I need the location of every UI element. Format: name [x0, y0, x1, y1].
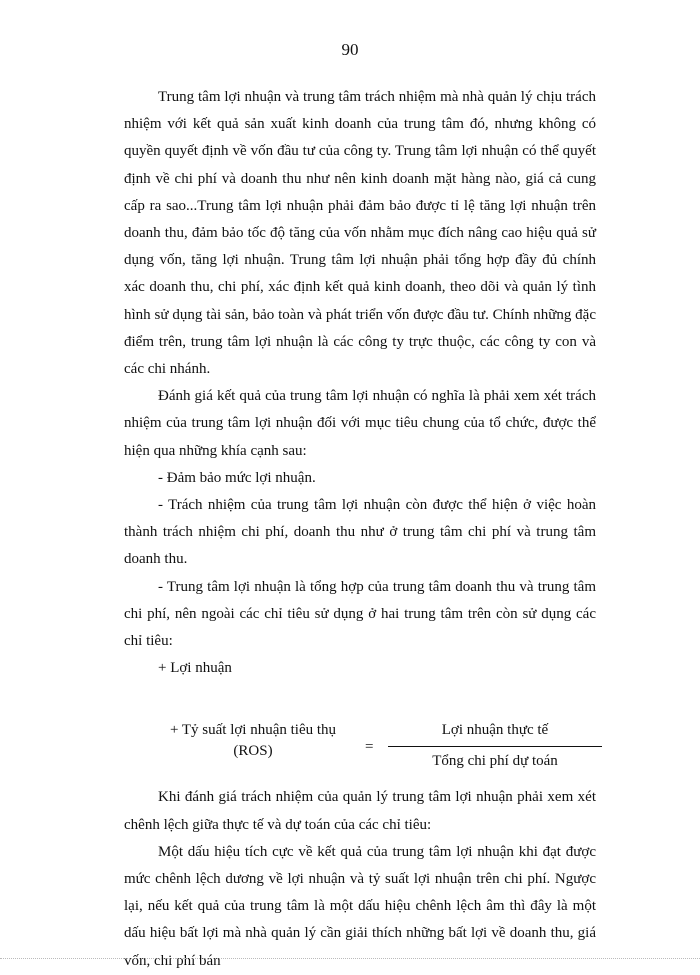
paragraph-profit-center-definition: Trung tâm lợi nhuận và trung tâm trách nhiệm mà nhà quản lý chịu trách nhiệm với kết quả sản xuất kinh doanh của trung tâm đó, nhưng không có quyền quyết định về vốn đầu tư của công ty. Trung tâm lợi nhuận có thể quyết định về chi phí và doanh thu như nên kinh doanh mặt hàng nào, giá cả cung cấp ra sao...Trung tâm lợi nhuận phải đảm bảo được tỉ lệ tăng lợi nhuận trên doanh thu, đảm bảo tốc độ tăng của vốn nhằm mục đích nâng cao hiệu quả sử dụng vốn, tăng lợi nhuận. Trung tâm lợi nhuận phải tổng hợp đầy đủ chính xác doanh thu, chi phí, xác định kết quả kinh doanh, theo dõi và quản lý tình hình sử dụng tài sản, bảo toàn và phát triển vốn được đầu tư. Chính những đặc điểm trên, trung tâm lợi nhuận là các công ty trực thuộc, các công ty con và các chi nhánh.	[124, 89, 596, 378]
list-item-profit: + Lợi nhuận	[158, 660, 232, 677]
ros-formula	[124, 720, 596, 784]
paragraph-positive-sign: Một dấu hiệu tích cực về kết quả của trung tâm lợi nhuận khi đạt được mức chênh lệch dương về lợi nhuận và tỷ suất lợi nhuận trên chi phí. Ngược lại, nếu kết quả của trung tâm là một dấu hiệu chênh lệch âm thì đây là một dấu hiệu bất lợi mà nhà quản lý cần giải thích những bất lợi về doanh thu, giá vốn, chi phí bán	[124, 843, 596, 969]
formula-numerator: Lợi nhuận thực tế	[441, 722, 549, 739]
formula-abbreviation: (ROS)	[233, 743, 273, 760]
formula-label: + Tỷ suất lợi nhuận tiêu thụ	[169, 722, 337, 739]
list-item-ensure-profit: - Đảm bảo mức lợi nhuận.	[158, 469, 316, 486]
formula-denominator: Tổng chi phí dự toán	[432, 753, 558, 770]
page-body	[124, 84, 596, 975]
formula-equals-sign: =	[365, 739, 374, 756]
page-bottom-edge	[0, 958, 700, 959]
formula-left-side	[158, 720, 348, 762]
page-number: 90	[341, 40, 359, 59]
paragraph-variance-evaluation: Khi đánh giá trách nhiệm của quản lý trung tâm lợi nhuận phải xem xét chênh lệch giữa thực tế và dự toán của các chỉ tiêu:	[124, 789, 596, 833]
fraction-bar	[388, 746, 602, 747]
list-item-indicators: - Trung tâm lợi nhuận là tổng hợp của trung tâm doanh thu và trung tâm chi phí, nên ngoài các chỉ tiêu sử dụng ở hai trung tâm trên còn sử dụng các chỉ tiêu:	[124, 578, 596, 650]
paragraph-evaluation-intro: Đánh giá kết quả của trung tâm lợi nhuận có nghĩa là phải xem xét trách nhiệm của trung tâm lợi nhuận đối với mục tiêu chung của tổ chức, được thể hiện qua những khía cạnh sau:	[124, 388, 596, 459]
list-item-cost-revenue-responsibility: - Trách nhiệm của trung tâm lợi nhuận còn được thể hiện ở việc hoàn thành trách nhiệm chi phí, doanh thu như ở trung tâm chi phí và trung tâm doanh thu.	[124, 497, 596, 568]
